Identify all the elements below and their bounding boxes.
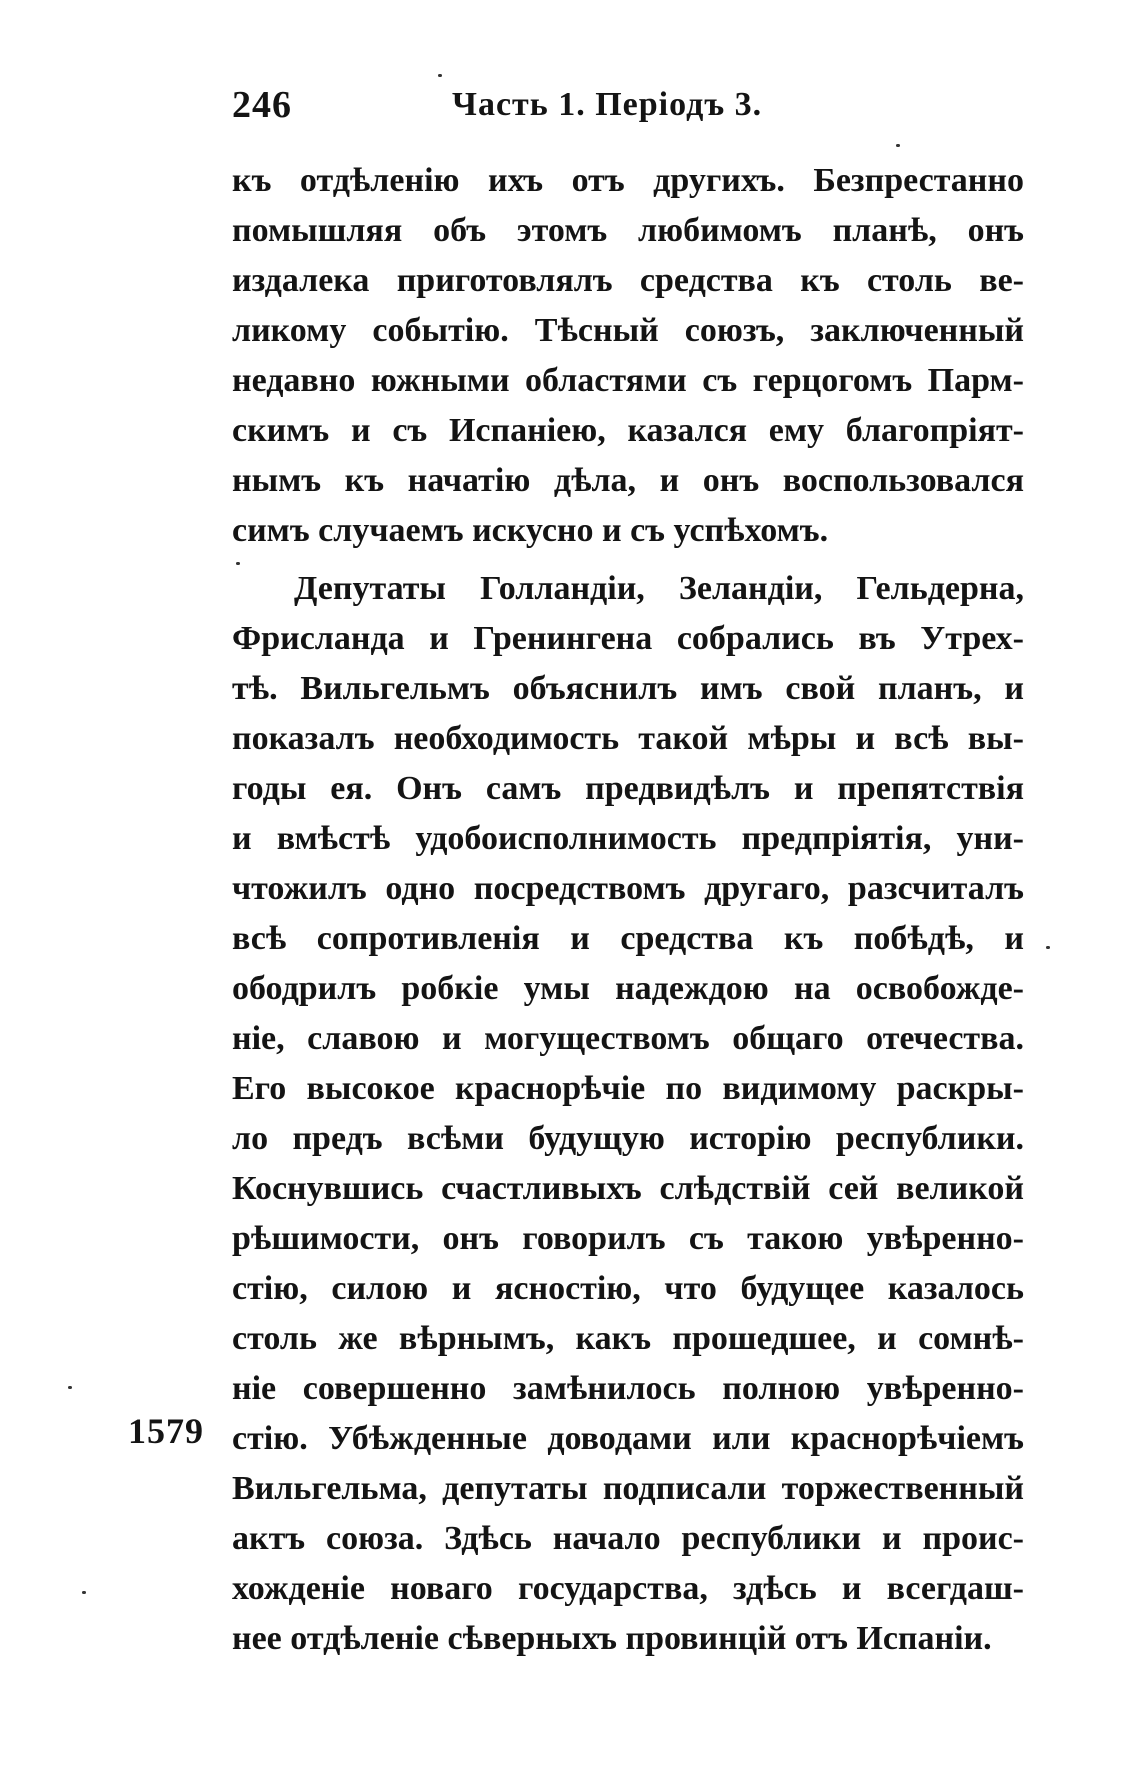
text-line: Его высокое краснорѣчіе по видимому раскры- — [232, 1070, 1024, 1107]
text-line: скимъ и съ Испаніею, казался ему благопріят- — [232, 412, 1024, 449]
text-line: столь же вѣрнымъ, какъ прошедшее, и сомнѣ- — [232, 1320, 1024, 1357]
text-line: хожденіе новаго государства, здѣсь и всегдаш- — [232, 1570, 1024, 1607]
text-line: помышляя объ этомъ любимомъ планѣ, онъ — [232, 212, 1024, 249]
text-line: всѣ сопротивленія и средства къ побѣдѣ, и — [232, 920, 1024, 957]
text-line: издалека приготовлялъ средства къ столь ве- — [232, 262, 1024, 299]
text-line: Фрисланда и Гренингена собрались въ Утрех- — [232, 620, 1024, 657]
running-title: Часть 1. Періодъ 3. — [452, 86, 763, 123]
scan-speck — [438, 74, 442, 77]
text-line: актъ союза. Здѣсь начало республики и проис- — [232, 1520, 1024, 1557]
scan-speck — [896, 144, 900, 147]
text-line: стію, силою и ясностію, что будущее казалось — [232, 1270, 1024, 1307]
body-text — [232, 156, 1024, 1664]
text-line: недавно южными областями съ герцогомъ Парм- — [232, 362, 1024, 399]
text-line: рѣшимости, онъ говорилъ съ такою увѣренно- — [232, 1220, 1024, 1257]
page-number: 246 — [232, 84, 292, 126]
text-line: ликому событію. Тѣсный союзъ, заключенный — [232, 312, 1024, 349]
text-line: стію. Убѣжденные доводами или краснорѣчіемъ — [232, 1420, 1024, 1457]
running-head — [232, 80, 1032, 130]
text-line: Вильгельма, депутаты подписали торжественный — [232, 1470, 1024, 1507]
scan-speck — [1046, 946, 1050, 949]
text-line: Депутаты Голландіи, Зеландіи, Гельдерна, — [294, 570, 1024, 607]
text-line: ло предъ всѣми будущую исторію республики. — [232, 1120, 1024, 1157]
scan-speck — [236, 562, 240, 565]
text-line: нымъ къ начатію дѣла, и онъ воспользовался — [232, 462, 1024, 499]
text-line: ніе совершенно замѣнилось полною увѣренно- — [232, 1370, 1024, 1407]
margin-year-note: 1579 — [128, 1411, 204, 1451]
text-line: ободрилъ робкіе умы надеждою на освобожде- — [232, 970, 1024, 1007]
scan-speck — [82, 1591, 86, 1594]
text-line: симъ случаемъ искусно и съ успѣхомъ. — [232, 512, 829, 549]
text-line: годы ея. Онъ самъ предвидѣлъ и препятствія — [232, 770, 1024, 807]
text-line: чтожилъ одно посредствомъ другаго, разсчиталъ — [232, 870, 1024, 907]
text-line: тѣ. Вильгельмъ объяснилъ имъ свой планъ, и — [232, 670, 1024, 707]
text-line: Коснувшись счастливыхъ слѣдствій сей великой — [232, 1170, 1024, 1207]
scan-speck — [68, 1386, 72, 1389]
text-line: и вмѣстѣ удобоисполнимость предпріятія, уни- — [232, 820, 1024, 857]
text-line: ніе, славою и могуществомъ общаго отечества. — [232, 1020, 1024, 1057]
text-line: показалъ необходимость такой мѣры и всѣ вы- — [232, 720, 1024, 757]
text-line: нее отдѣленіе сѣверныхъ провинцій отъ Испаніи. — [232, 1620, 992, 1657]
paragraph-2 — [232, 564, 1024, 1664]
paragraph-1 — [232, 156, 1024, 556]
text-line: къ отдѣленію ихъ отъ другихъ. Безпрестанно — [232, 162, 1024, 199]
